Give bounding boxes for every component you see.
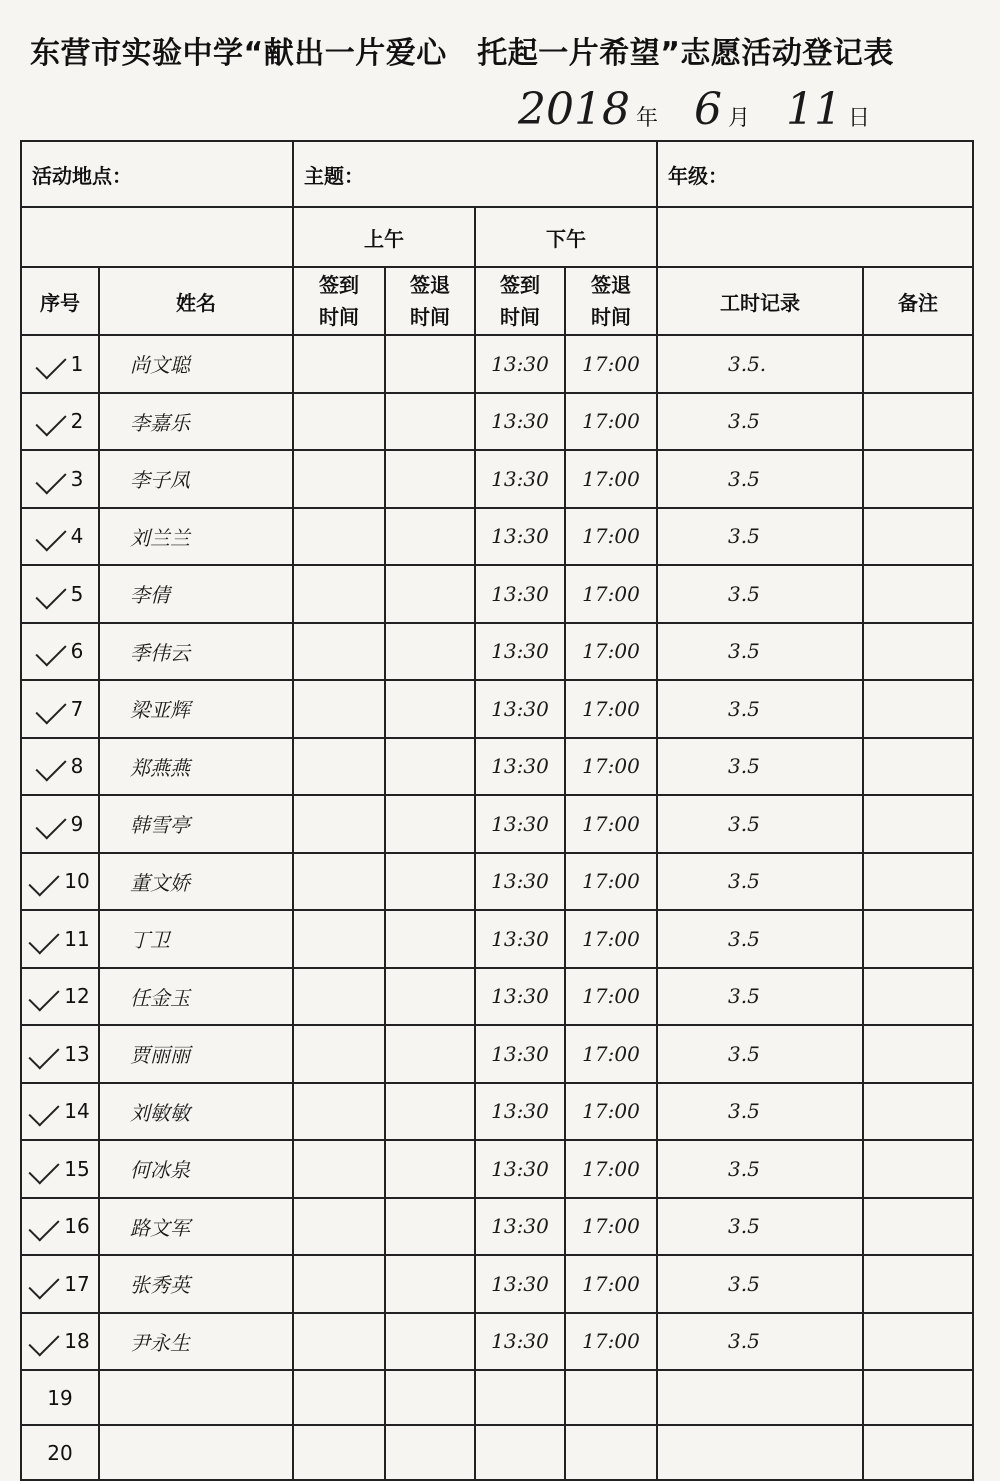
- row-am-signin[interactable]: [293, 910, 385, 968]
- checkmark-icon: [29, 866, 60, 897]
- row-am-signin[interactable]: [293, 565, 385, 623]
- row-name[interactable]: 丁卫: [99, 910, 293, 968]
- row-hours[interactable]: 3.5: [657, 1140, 863, 1198]
- row-notes[interactable]: [863, 1083, 973, 1141]
- row-notes[interactable]: [863, 1313, 973, 1371]
- row-pm-signout[interactable]: 17:00: [565, 565, 657, 623]
- location-field[interactable]: 活动地点：: [21, 141, 293, 207]
- topic-field[interactable]: 主题：: [293, 141, 657, 207]
- row-name[interactable]: 路文军: [99, 1198, 293, 1256]
- row-index-number: 15: [64, 1156, 90, 1181]
- row-pm-signin[interactable]: 13:30: [475, 968, 565, 1026]
- row-pm-signin[interactable]: 13:30: [475, 508, 565, 566]
- table-row: [21, 508, 973, 566]
- row-notes[interactable]: [863, 910, 973, 968]
- row-pm-signout[interactable]: 17:00: [565, 853, 657, 911]
- col-am-signin-header: 签到 时间: [293, 267, 385, 335]
- date-month-value[interactable]: 6: [693, 84, 722, 135]
- date-day-label: 日: [847, 106, 870, 131]
- row-name[interactable]: [99, 1370, 293, 1425]
- row-index-wrap: [22, 1441, 98, 1465]
- row-am-signin[interactable]: [293, 1370, 385, 1425]
- row-index: [21, 1255, 99, 1313]
- row-am-signin[interactable]: [293, 450, 385, 508]
- row-pm-signout[interactable]: 17:00: [565, 1198, 657, 1256]
- row-notes[interactable]: [863, 623, 973, 681]
- checkmark-icon: [29, 1326, 60, 1357]
- row-notes[interactable]: [863, 1425, 973, 1480]
- row-index: [21, 508, 99, 566]
- row-am-signout[interactable]: [385, 1198, 475, 1256]
- row-pm-signout[interactable]: 17:00: [565, 508, 657, 566]
- table-row: [21, 968, 973, 1026]
- row-name[interactable]: 何冰泉: [99, 1140, 293, 1198]
- checkmark-icon: [35, 636, 66, 667]
- row-index-number: 10: [64, 869, 90, 894]
- row-hours[interactable]: 3.5.: [657, 335, 863, 393]
- checkmark-icon: [35, 463, 66, 494]
- table-row: [21, 565, 973, 623]
- row-index-number: 19: [47, 1385, 73, 1410]
- row-index: [21, 968, 99, 1026]
- row-index-wrap: [22, 524, 98, 548]
- checkmark-icon: [29, 1038, 60, 1069]
- row-am-signin[interactable]: [293, 738, 385, 796]
- row-index-wrap: [22, 1099, 98, 1123]
- row-name[interactable]: [99, 1425, 293, 1480]
- table-row: [21, 1255, 973, 1313]
- row-index-number: 8: [70, 754, 84, 779]
- row-am-signout[interactable]: [385, 680, 475, 738]
- row-am-signin[interactable]: [293, 393, 385, 451]
- row-index-wrap: [22, 467, 98, 491]
- row-am-signin[interactable]: [293, 1025, 385, 1083]
- table-row: [21, 335, 973, 393]
- row-notes[interactable]: [863, 853, 973, 911]
- row-name[interactable]: 郑燕燕: [99, 738, 293, 796]
- date-day-value[interactable]: 11: [785, 84, 842, 135]
- row-pm-signin[interactable]: 13:30: [475, 1083, 565, 1141]
- blank-header-cell: [21, 207, 293, 267]
- row-am-signout[interactable]: [385, 1025, 475, 1083]
- row-notes[interactable]: [863, 1255, 973, 1313]
- col-am-signout-header: 签退 时间: [385, 267, 475, 335]
- row-pm-signin[interactable]: 13:30: [475, 910, 565, 968]
- table-row: [21, 680, 973, 738]
- table-row: [21, 450, 973, 508]
- row-pm-signin[interactable]: 13:30: [475, 1140, 565, 1198]
- row-index: [21, 910, 99, 968]
- row-name[interactable]: 刘敏敏: [99, 1083, 293, 1141]
- col-notes-header: 备注: [863, 267, 973, 335]
- row-pm-signout[interactable]: 17:00: [565, 1140, 657, 1198]
- row-hours[interactable]: [657, 1425, 863, 1480]
- checkmark-icon: [29, 1153, 60, 1184]
- row-pm-signout[interactable]: 17:00: [565, 795, 657, 853]
- row-index-number: 4: [70, 524, 84, 549]
- row-notes[interactable]: [863, 795, 973, 853]
- form-title: 东营市实验中学“献出一片爱心 托起一片希望”志愿活动登记表: [30, 36, 894, 71]
- row-pm-signin[interactable]: 13:30: [475, 1198, 565, 1256]
- row-index: [21, 335, 99, 393]
- row-name[interactable]: 李嘉乐: [99, 393, 293, 451]
- checkmark-icon: [35, 751, 66, 782]
- row-am-signout[interactable]: [385, 565, 475, 623]
- row-pm-signin[interactable]: 13:30: [475, 450, 565, 508]
- row-index-wrap: [22, 1157, 98, 1181]
- row-name[interactable]: 韩雪亭: [99, 795, 293, 853]
- row-hours[interactable]: 3.5: [657, 1313, 863, 1371]
- row-pm-signout[interactable]: 17:00: [565, 738, 657, 796]
- row-hours[interactable]: 3.5: [657, 680, 863, 738]
- row-index-wrap: [22, 927, 98, 951]
- row-am-signout[interactable]: [385, 1313, 475, 1371]
- table-row: [21, 910, 973, 968]
- row-am-signin[interactable]: [293, 1140, 385, 1198]
- row-am-signout[interactable]: [385, 393, 475, 451]
- row-pm-signout[interactable]: [565, 1370, 657, 1425]
- table-body: [21, 335, 973, 1480]
- row-index-number: 14: [64, 1099, 90, 1124]
- row-hours[interactable]: 3.5: [657, 738, 863, 796]
- row-index-number: 16: [64, 1214, 90, 1239]
- row-pm-signout[interactable]: 17:00: [565, 680, 657, 738]
- row-index: [21, 623, 99, 681]
- row-am-signout[interactable]: [385, 508, 475, 566]
- row-hours[interactable]: 3.5: [657, 853, 863, 911]
- row-am-signout[interactable]: [385, 1140, 475, 1198]
- row-pm-signin[interactable]: 13:30: [475, 1025, 565, 1083]
- row-am-signin[interactable]: [293, 1255, 385, 1313]
- checkmark-icon: [29, 1096, 60, 1127]
- row-index-number: 20: [47, 1440, 73, 1465]
- row-am-signout[interactable]: [385, 795, 475, 853]
- row-am-signin[interactable]: [293, 795, 385, 853]
- row-index: [21, 738, 99, 796]
- row-am-signin[interactable]: [293, 1313, 385, 1371]
- row-am-signout[interactable]: [385, 910, 475, 968]
- row-hours[interactable]: 3.5: [657, 910, 863, 968]
- row-name[interactable]: 刘兰兰: [99, 508, 293, 566]
- checkmark-icon: [35, 406, 66, 437]
- checkmark-icon: [35, 808, 66, 839]
- row-index-number: 2: [70, 409, 84, 434]
- row-hours[interactable]: 3.5: [657, 1083, 863, 1141]
- row-hours[interactable]: 3.5: [657, 565, 863, 623]
- row-index: [21, 1083, 99, 1141]
- checkmark-icon: [29, 981, 60, 1012]
- row-notes[interactable]: [863, 1140, 973, 1198]
- row-pm-signout[interactable]: 17:00: [565, 1083, 657, 1141]
- row-pm-signin[interactable]: 13:30: [475, 623, 565, 681]
- table-row: [21, 738, 973, 796]
- grade-field[interactable]: 年级：: [657, 141, 973, 207]
- row-am-signout[interactable]: [385, 335, 475, 393]
- row-hours[interactable]: 3.5: [657, 968, 863, 1026]
- row-am-signin[interactable]: [293, 680, 385, 738]
- row-name[interactable]: 董文娇: [99, 853, 293, 911]
- row-index: [21, 795, 99, 853]
- row-index-number: 5: [70, 581, 84, 606]
- checkmark-icon: [35, 348, 66, 379]
- row-pm-signout[interactable]: 17:00: [565, 623, 657, 681]
- row-am-signin[interactable]: [293, 968, 385, 1026]
- row-pm-signout[interactable]: [565, 1425, 657, 1480]
- row-pm-signin[interactable]: 13:30: [475, 795, 565, 853]
- row-index-number: 6: [70, 639, 84, 664]
- col-index-header: 序号: [21, 267, 99, 335]
- registration-table: [20, 140, 974, 1481]
- row-pm-signout[interactable]: 17:00: [565, 968, 657, 1026]
- row-index: [21, 1425, 99, 1480]
- row-pm-signin[interactable]: [475, 1370, 565, 1425]
- row-hours[interactable]: 3.5: [657, 623, 863, 681]
- row-pm-signout[interactable]: 17:00: [565, 1025, 657, 1083]
- row-index: [21, 680, 99, 738]
- row-index-wrap: [22, 1042, 98, 1066]
- row-pm-signout[interactable]: 17:00: [565, 393, 657, 451]
- checkmark-icon: [35, 578, 66, 609]
- row-index-number: 3: [70, 466, 84, 491]
- checkmark-icon: [35, 693, 66, 724]
- row-index-number: 1: [70, 351, 84, 376]
- row-index-number: 13: [64, 1041, 90, 1066]
- row-pm-signin[interactable]: 13:30: [475, 1313, 565, 1371]
- row-index: [21, 565, 99, 623]
- row-am-signin[interactable]: [293, 508, 385, 566]
- row-am-signin[interactable]: [293, 853, 385, 911]
- row-index-wrap: [22, 1272, 98, 1296]
- row-am-signout[interactable]: [385, 853, 475, 911]
- row-am-signin[interactable]: [293, 1198, 385, 1256]
- row-index: [21, 1313, 99, 1371]
- row-hours[interactable]: 3.5: [657, 393, 863, 451]
- date-month-label: 月: [727, 106, 750, 131]
- row-am-signin[interactable]: [293, 623, 385, 681]
- checkmark-icon: [29, 1211, 60, 1242]
- row-index-wrap: [22, 352, 98, 376]
- row-pm-signin[interactable]: 13:30: [475, 738, 565, 796]
- row-notes[interactable]: [863, 1370, 973, 1425]
- row-hours[interactable]: [657, 1370, 863, 1425]
- col-pm-signout-header: 签退 时间: [565, 267, 657, 335]
- row-hours[interactable]: 3.5: [657, 795, 863, 853]
- row-index-wrap: [22, 869, 98, 893]
- table-row: [21, 393, 973, 451]
- row-notes[interactable]: [863, 450, 973, 508]
- row-index: [21, 1370, 99, 1425]
- table-row: [21, 1025, 973, 1083]
- form-date: [517, 84, 870, 135]
- row-am-signin[interactable]: [293, 1083, 385, 1141]
- row-index-wrap: [22, 1214, 98, 1238]
- col-pm-signin-header: 签到 时间: [475, 267, 565, 335]
- row-index: [21, 450, 99, 508]
- row-notes[interactable]: [863, 393, 973, 451]
- row-index: [21, 1198, 99, 1256]
- row-notes[interactable]: [863, 335, 973, 393]
- row-name[interactable]: 尚文聪: [99, 335, 293, 393]
- row-notes[interactable]: [863, 565, 973, 623]
- row-index-wrap: [22, 697, 98, 721]
- row-index-wrap: [22, 754, 98, 778]
- afternoon-header: 下午: [475, 207, 657, 267]
- blank-header-cell-right: [657, 207, 973, 267]
- row-am-signout[interactable]: [385, 1425, 475, 1480]
- table-row: [21, 623, 973, 681]
- col-hours-header: 工时记录: [657, 267, 863, 335]
- col-name-header: 姓名: [99, 267, 293, 335]
- checkmark-icon: [35, 521, 66, 552]
- row-am-signout[interactable]: [385, 623, 475, 681]
- checkmark-icon: [29, 1268, 60, 1299]
- row-pm-signin[interactable]: [475, 1425, 565, 1480]
- date-year-value[interactable]: 2018: [517, 84, 630, 135]
- table-row: [21, 853, 973, 911]
- row-index-wrap: [22, 812, 98, 836]
- row-index: [21, 853, 99, 911]
- table-row: [21, 1140, 973, 1198]
- row-index-number: 11: [64, 926, 90, 951]
- row-hours[interactable]: 3.5: [657, 450, 863, 508]
- row-index: [21, 393, 99, 451]
- table-row: [21, 1083, 973, 1141]
- table-row: [21, 1425, 973, 1480]
- row-pm-signin[interactable]: 13:30: [475, 1255, 565, 1313]
- row-name[interactable]: 梁亚辉: [99, 680, 293, 738]
- row-pm-signin[interactable]: 13:30: [475, 565, 565, 623]
- row-pm-signin[interactable]: 13:30: [475, 680, 565, 738]
- row-name[interactable]: 季伟云: [99, 623, 293, 681]
- row-index-number: 9: [70, 811, 84, 836]
- checkmark-icon: [29, 923, 60, 954]
- date-year-label: 年: [635, 106, 658, 131]
- row-notes[interactable]: [863, 1025, 973, 1083]
- row-notes[interactable]: [863, 680, 973, 738]
- row-am-signout[interactable]: [385, 1370, 475, 1425]
- table-row: [21, 795, 973, 853]
- row-pm-signin[interactable]: 13:30: [475, 393, 565, 451]
- row-pm-signout[interactable]: 17:00: [565, 910, 657, 968]
- row-name[interactable]: 张秀英: [99, 1255, 293, 1313]
- row-index-wrap: [22, 409, 98, 433]
- row-notes[interactable]: [863, 508, 973, 566]
- table-row: [21, 1370, 973, 1425]
- row-hours[interactable]: 3.5: [657, 1025, 863, 1083]
- row-notes[interactable]: [863, 968, 973, 1026]
- row-am-signout[interactable]: [385, 738, 475, 796]
- row-name[interactable]: 贾丽丽: [99, 1025, 293, 1083]
- row-index-number: 17: [64, 1271, 90, 1296]
- row-pm-signout[interactable]: 17:00: [565, 335, 657, 393]
- row-pm-signin[interactable]: 13:30: [475, 335, 565, 393]
- row-hours[interactable]: 3.5: [657, 508, 863, 566]
- morning-header: 上午: [293, 207, 475, 267]
- row-index-wrap: [22, 984, 98, 1008]
- row-index-wrap: [22, 639, 98, 663]
- row-index-wrap: [22, 1329, 98, 1353]
- row-pm-signout[interactable]: 17:00: [565, 1255, 657, 1313]
- row-index-wrap: [22, 582, 98, 606]
- row-am-signout[interactable]: [385, 968, 475, 1026]
- row-index: [21, 1140, 99, 1198]
- row-name[interactable]: 尹永生: [99, 1313, 293, 1371]
- row-am-signout[interactable]: [385, 450, 475, 508]
- row-pm-signin[interactable]: 13:30: [475, 853, 565, 911]
- row-name[interactable]: 李倩: [99, 565, 293, 623]
- row-am-signin[interactable]: [293, 335, 385, 393]
- row-hours[interactable]: 3.5: [657, 1198, 863, 1256]
- row-am-signout[interactable]: [385, 1255, 475, 1313]
- row-notes[interactable]: [863, 738, 973, 796]
- row-am-signout[interactable]: [385, 1083, 475, 1141]
- row-notes[interactable]: [863, 1198, 973, 1256]
- row-index-number: 12: [64, 984, 90, 1009]
- row-name[interactable]: 李子凤: [99, 450, 293, 508]
- row-pm-signout[interactable]: 17:00: [565, 1313, 657, 1371]
- row-hours[interactable]: 3.5: [657, 1255, 863, 1313]
- row-index-number: 7: [70, 696, 84, 721]
- row-index-number: 18: [64, 1329, 90, 1354]
- row-pm-signout[interactable]: 17:00: [565, 450, 657, 508]
- row-index-wrap: [22, 1386, 98, 1410]
- row-index: [21, 1025, 99, 1083]
- row-am-signin[interactable]: [293, 1425, 385, 1480]
- table-row: [21, 1313, 973, 1371]
- table-row: [21, 1198, 973, 1256]
- row-name[interactable]: 任金玉: [99, 968, 293, 1026]
